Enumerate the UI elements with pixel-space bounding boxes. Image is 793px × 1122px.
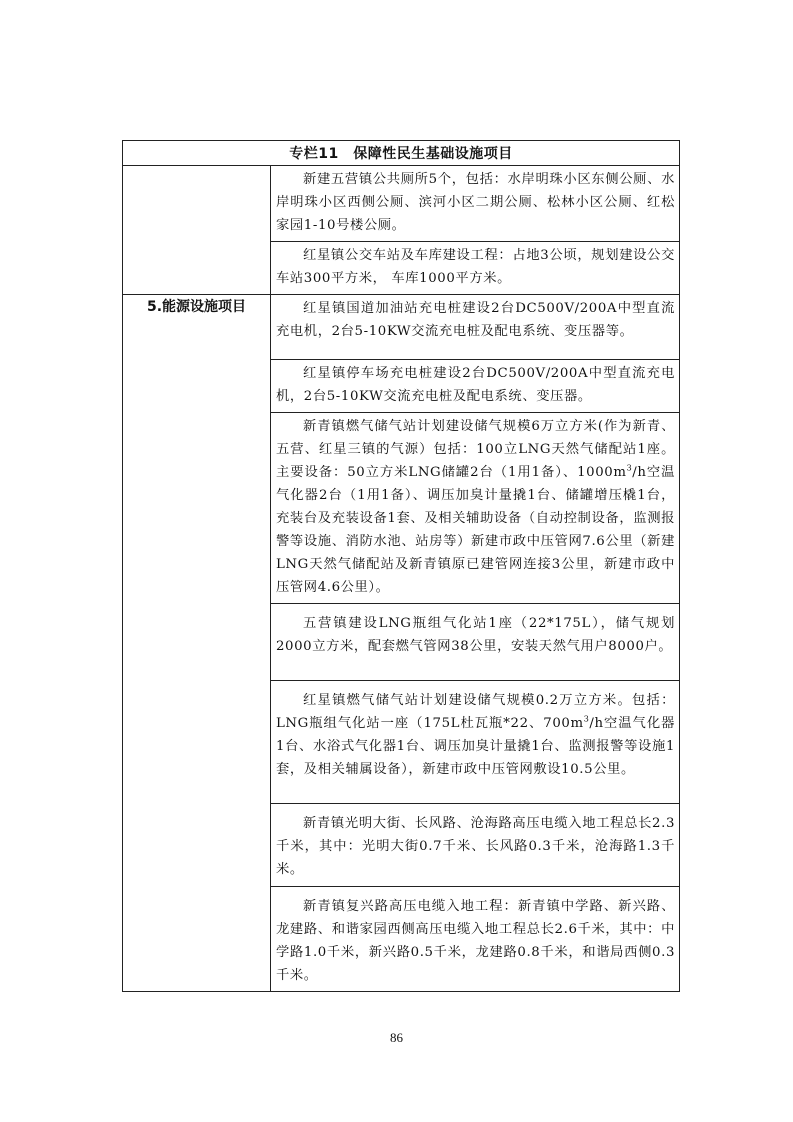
item-text: 红星镇停车场充电桩建设2台DC500V/200A中型直流充电机，2台5-10KW交流充电桩及配电系统、变压器。 — [276, 366, 676, 404]
item-text: 五营镇建设LNG瓶组气化站1座（22*175L），储气规划2000立方米，配套燃气管网38公里，安装天然气用户8000户。 — [276, 616, 676, 654]
project-item-public-toilets: 新建五营镇公共厕所5个，包括：水岸明珠小区东侧公厕、水岸明珠小区西侧公厕、滨河小区二期公厕、松林小区公厕、红松家园1-10号楼公厕。 — [271, 166, 680, 242]
project-item-hongxing-gas-storage — [271, 681, 680, 804]
item-text: 红星镇燃气储气站计划建设储气规模0.2万立方米。包括：LNG瓶组气化站一座（175L杜瓦瓶*22、700m — [276, 693, 676, 731]
project-item-wuying-lng — [271, 604, 680, 681]
item-text: /h空温气化器2台（1用1备）、调压加臭计量撬1台、储罐增压橇1台，充装台及充装设备1套、及相关辅助设备（自动控制设备，监测报警等设施、消防水池、站房等）新建市政中压管网7.6公里（新建LNG天然气储配站及新青镇原已建管网连接3公里，新建市政中压管网4.6公里）。 — [276, 465, 676, 595]
category-energy-facilities: 5.能源设施项目 — [123, 295, 271, 992]
project-item-bus-station: 红星镇公交车站及车库建设工程：占地3公顷，规划建设公交车站300平方米， 车库1000平方米。 — [271, 242, 680, 295]
page-number: 86 — [390, 1030, 403, 1045]
superscript: 3 — [626, 463, 633, 473]
table-row — [123, 166, 680, 242]
table-row — [123, 295, 680, 360]
project-item-xinqing-gas-storage — [271, 413, 680, 604]
item-text: 新青镇燃气储气站计划建设储气规模6万立方米(作为新青、五营、红星三镇的气源）包括：100立LNG天然气储配站1座。主要设备：50立方米LNG储罐2台（1用1备）、1000m — [276, 419, 676, 480]
table-title-row — [123, 141, 680, 166]
project-table — [122, 140, 680, 992]
table-title: 专栏11 保障性民生基础设施项目 — [123, 141, 680, 166]
project-item-parking-charging — [271, 360, 680, 413]
category-cell-continued — [123, 166, 271, 295]
item-text: /h空温气化器1台、水浴式气化器1台、调压加臭计量撬1台、监测报警等设施1套，及相关辅属设备），新建市政中压管网敷设10.5公里。 — [276, 716, 676, 777]
item-text: 新青镇复兴路高压电缆入地工程：新青镇中学路、新兴路、龙建路、和谐家园西侧高压电缆入地工程总长2.6千米，其中：中学路1.0千米，新兴路0.5千米，龙建路0.8千米，和谐局西侧0.3千米。 — [276, 899, 676, 983]
project-item-fuxing-cable — [271, 887, 680, 992]
superscript: 3 — [583, 714, 590, 724]
project-item-guangming-cable — [271, 804, 680, 887]
item-text: 红星镇国道加油站充电桩建设2台DC500V/200A中型直流充电机，2台5-10KW交流充电桩及配电系统、变压器等。 — [276, 301, 676, 339]
project-item-highway-charging — [271, 295, 680, 360]
item-text: 新青镇光明大街、长风路、沧海路高压电缆入地工程总长2.3千米，其中：光明大街0.7千米、长风路0.3千米，沧海路1.3千米。 — [276, 816, 676, 877]
